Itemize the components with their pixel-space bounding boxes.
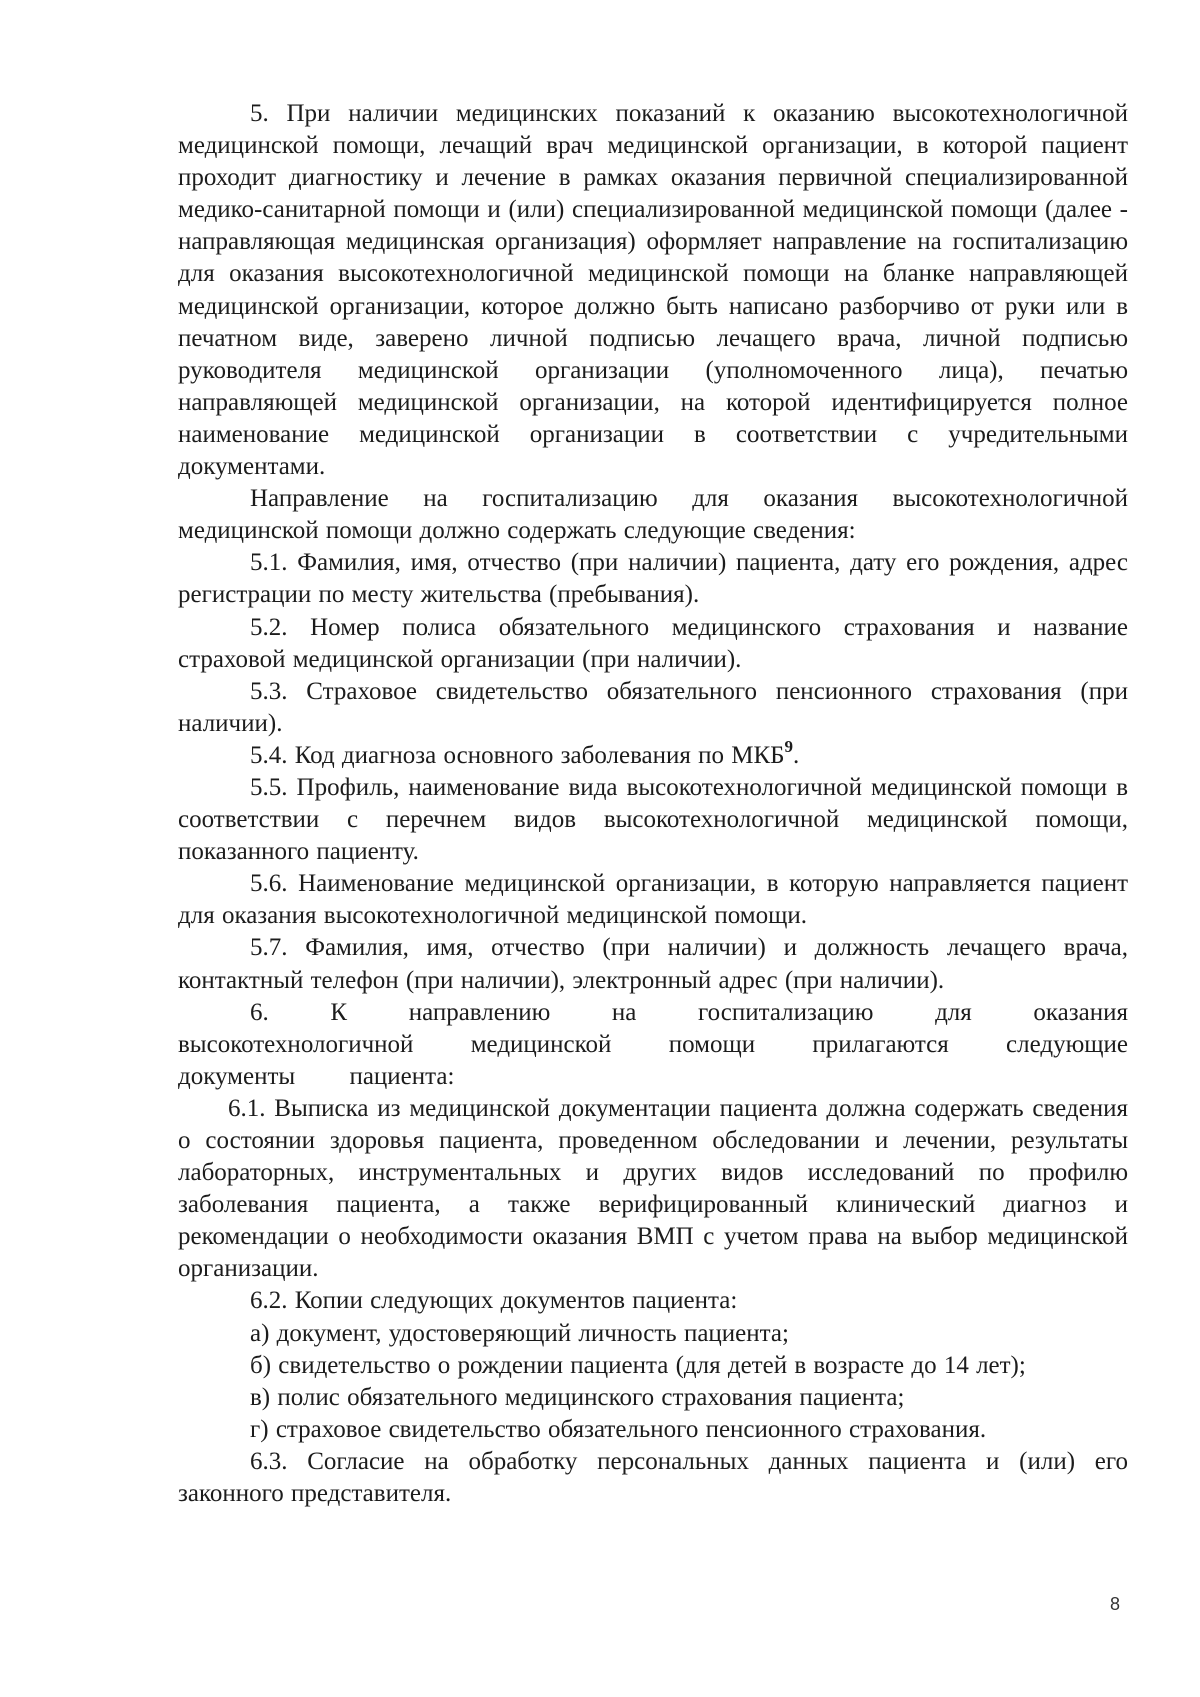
- list-item-g: г) страховое свидетельство обязательного пенсионного страхования.: [250, 1415, 987, 1443]
- paragraph-5-3: 5.3. Страховое свидетельство обязательного пенсионного страхования (при наличии).: [178, 677, 1128, 737]
- paragraph-5-4-period: .: [793, 741, 800, 769]
- paragraph-5-6: 5.6. Наименование медицинской организации, в которую направляется пациент для оказания высокотехнологичной медицинской помощи.: [178, 870, 1128, 930]
- list-item-a: а) документ, удостоверяющий личность пациента;: [250, 1319, 789, 1347]
- paragraph-6: 6. К направлению на госпитализацию для оказания высокотехнологичной медицинской помощи прилагаются следующие документы пациента:: [178, 998, 1128, 1090]
- paragraph-6-2: 6.2. Копии следующих документов пациента:: [250, 1287, 738, 1315]
- paragraph-5-7: 5.7. Фамилия, имя, отчество (при наличии) и должность лечащего врача, контактный телефон (при наличии), электронный адрес (при наличии).: [178, 934, 1128, 994]
- paragraph-5-4-text: 5.4. Код диагноза основного заболевания по МКБ: [250, 741, 785, 769]
- paragraph-5-4: [178, 736, 1128, 772]
- document-body: [178, 98, 1128, 1510]
- paragraph-5-2: 5.2. Номер полиса обязательного медицинского страхования и название страховой медицинской организации (при наличии).: [178, 613, 1128, 673]
- page-number: 8: [1110, 1594, 1121, 1614]
- paragraph-5-1: 5.1. Фамилия, имя, отчество (при наличии) пациента, дату его рождения, адрес регистрации по месту жительства (пребывания).: [178, 549, 1128, 609]
- paragraph-5-5: 5.5. Профиль, наименование вида высокотехнологичной медицинской помощи в соответствии с перечнем видов высокотехнологичной медицинской помощи, показанного пациенту.: [178, 773, 1128, 866]
- paragraph-referral-contents-intro: Направление на госпитализацию для оказания высокотехнологичной медицинской помощи должно содержать следующие сведения:: [178, 485, 1128, 545]
- paragraph-6-3: 6.3. Согласие на обработку персональных данных пациента и (или) его законного представителя.: [178, 1447, 1128, 1508]
- list-item-b: б) свидетельство о рождении пациента (для детей в возрасте до 14 лет);: [250, 1351, 1026, 1379]
- list-item-v: в) полис обязательного медицинского страхования пациента;: [250, 1383, 905, 1411]
- paragraph-6-1: 6.1. Выписка из медицинской документации пациента должна содержать сведения о состоянии здоровья пациента, проведенном обследовании и лечении, результаты лабораторных, инструментальных и других видов исследований по профилю заболевания пациента, а также верифицированный клинический диагноз и рекомендации о необходимости оказания ВМП с учетом права на выбор медицинской организации.: [178, 1094, 1128, 1283]
- paragraph-5: 5. При наличии медицинских показаний к оказанию высокотехнологичной медицинской помощи, лечащий врач медицинской организации, в которой пациент проходит диагностику и лечение в рамках оказания первичной специализированной медико-санитарной помощи и (или) специализированной медицинской помощи (далее - направляющая медицинская организация) оформляет направление на госпитализацию для оказания высокотехнологичной медицинской помощи на бланке направляющей медицинской организации, которое должно быть написано разборчиво от руки или в печатном виде, заверено личной подписью лечащего врача, личной подписью руководителя медицинской организации (уполномоченного лица), печатью направляющей медицинской организации, на которой идентифицируется полное наименование медицинской организации в соответствии с учредительными документами.: [178, 100, 1128, 481]
- footnote-marker: 9: [784, 736, 794, 756]
